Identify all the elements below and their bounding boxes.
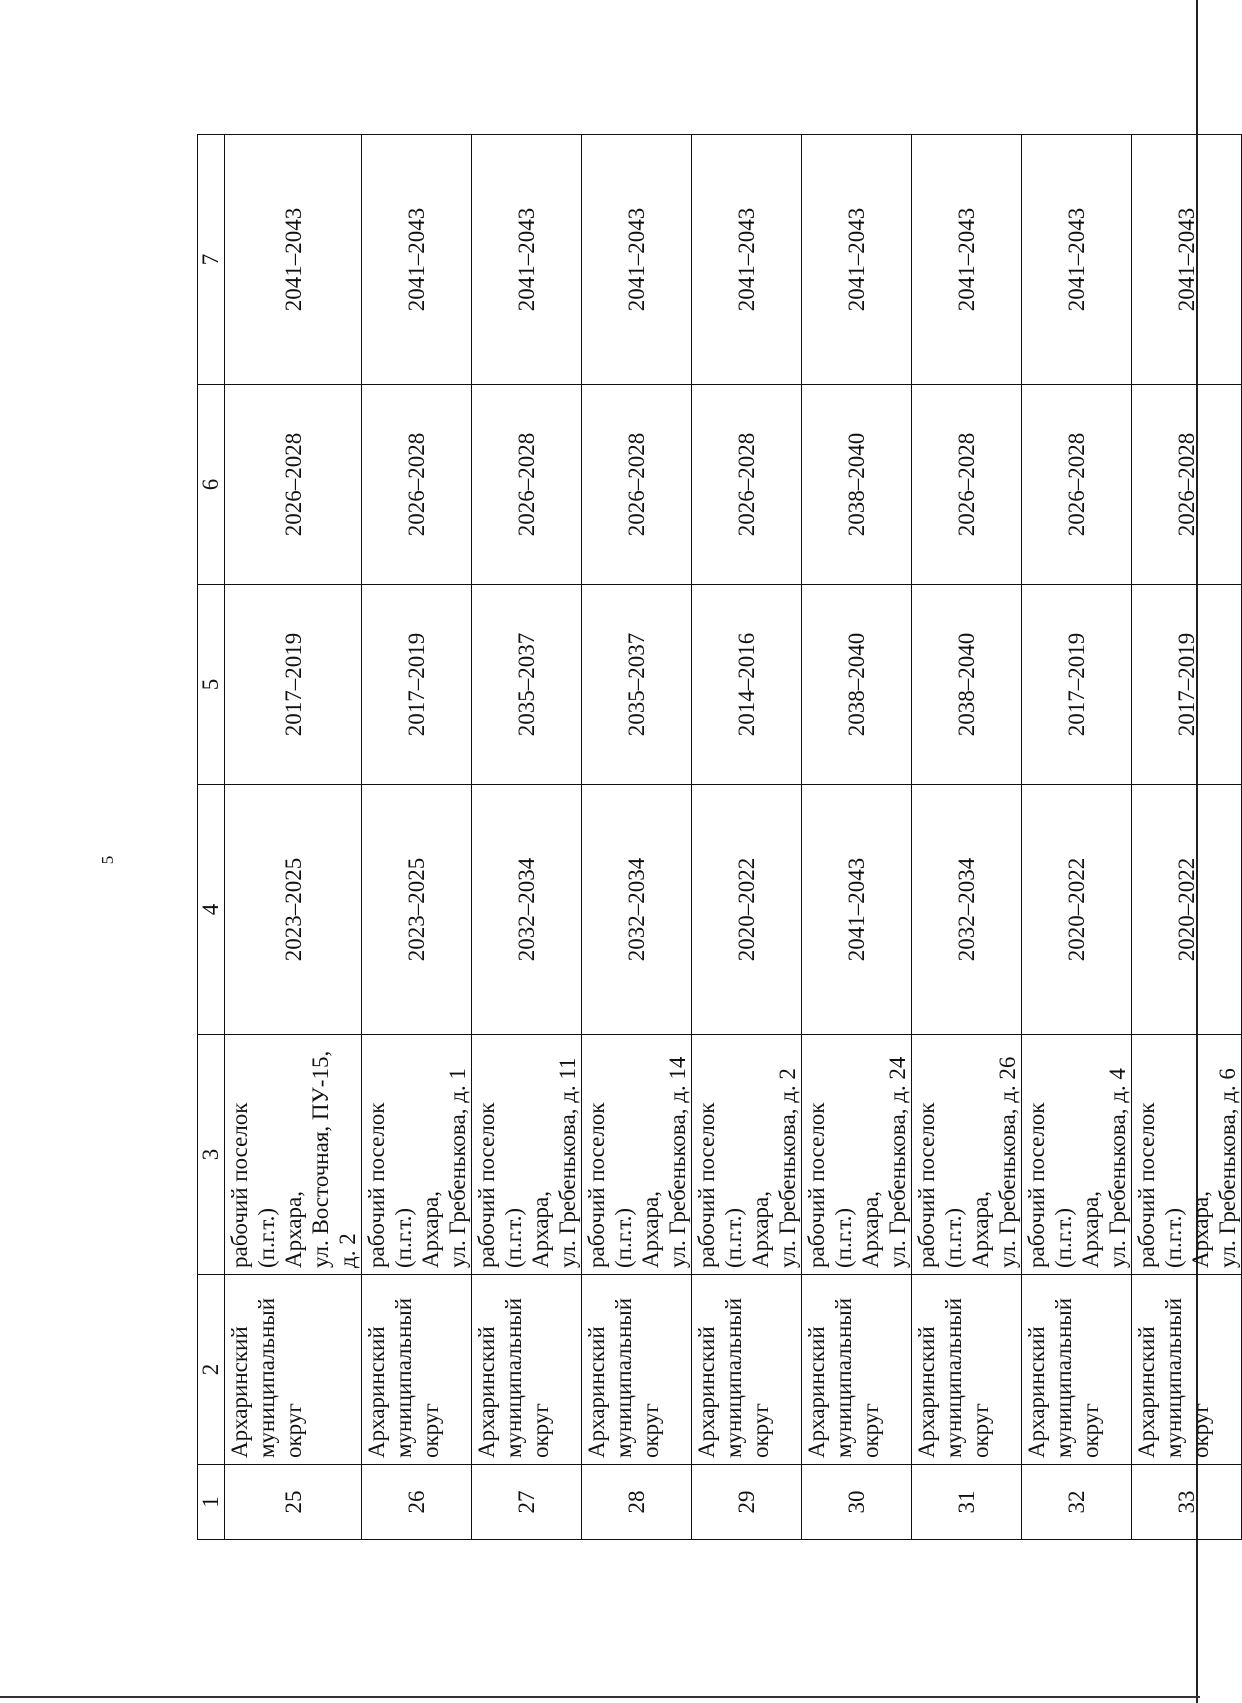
- cell-period-7: 2041–2043: [362, 135, 472, 385]
- cell-district-line: округ: [528, 1403, 553, 1458]
- cell-number: 33: [1132, 1465, 1242, 1540]
- cell-address: [1022, 1035, 1132, 1275]
- cell-period-5: 2035–2037: [472, 585, 582, 785]
- table-row: [225, 135, 362, 1540]
- cell-address: [692, 1035, 802, 1275]
- cell-number: 28: [582, 1465, 692, 1540]
- cell-address-line: ул. Гребенькова, д. 24: [885, 1056, 910, 1268]
- table-container: [197, 135, 1240, 1540]
- cell-address: [802, 1035, 912, 1275]
- cell-district-line: муниципальный: [501, 1297, 526, 1458]
- cell-district-line: муниципальный: [831, 1297, 856, 1458]
- cell-period-4: 2041–2043: [802, 785, 912, 1035]
- cell-number: 30: [802, 1465, 912, 1540]
- cell-district-line: Архаринский: [584, 1326, 609, 1458]
- cell-district-line: Архаринский: [364, 1326, 389, 1458]
- cell-period-5: 2038–2040: [912, 585, 1022, 785]
- cell-district-line: округ: [968, 1403, 993, 1458]
- cell-period-4: 2032–2034: [912, 785, 1022, 1035]
- cell-address-line: ул. Гребенькова, д. 4: [1105, 1068, 1130, 1268]
- cell-number: 31: [912, 1465, 1022, 1540]
- table-row: [582, 135, 692, 1540]
- cell-district-line: муниципальный: [1051, 1297, 1076, 1458]
- column-header: 4: [198, 785, 225, 1035]
- cell-district-line: Архаринский: [914, 1326, 939, 1458]
- cell-period-7: 2041–2043: [802, 135, 912, 385]
- cell-period-6: 2026–2028: [1132, 385, 1242, 585]
- cell-period-6: 2026–2028: [582, 385, 692, 585]
- cell-address-line: рабочий поселок (п.г.т.): [694, 1102, 746, 1268]
- cell-number: 25: [225, 1465, 362, 1540]
- cell-address-line: ул. Гребенькова, д. 14: [665, 1056, 690, 1268]
- table-row: [472, 135, 582, 1540]
- cell-period-6: 2026–2028: [912, 385, 1022, 585]
- cell-district-line: Архаринский: [804, 1326, 829, 1458]
- cell-address-line: Архара,: [281, 1191, 306, 1268]
- cell-district-line: Архаринский: [1024, 1326, 1049, 1458]
- cell-address-line: Архара,: [968, 1191, 993, 1268]
- cell-district-line: округ: [858, 1403, 883, 1458]
- cell-address: [472, 1035, 582, 1275]
- cell-district-line: Архаринский: [474, 1326, 499, 1458]
- cell-number: 26: [362, 1465, 472, 1540]
- column-header: 5: [198, 585, 225, 785]
- cell-district-line: Архаринский: [1134, 1326, 1159, 1458]
- cell-period-5: 2017–2019: [225, 585, 362, 785]
- cell-period-7: 2041–2043: [1022, 135, 1132, 385]
- cell-district-line: Архаринский: [227, 1326, 252, 1458]
- table-row: [1132, 135, 1242, 1540]
- cell-number: 27: [472, 1465, 582, 1540]
- cell-district: [472, 1275, 582, 1465]
- cell-address-line: Архара,: [638, 1191, 663, 1268]
- cell-district-line: округ: [1188, 1403, 1213, 1458]
- cell-period-5: 2017–2019: [362, 585, 472, 785]
- column-header: 7: [198, 135, 225, 385]
- cell-period-5: 2017–2019: [1022, 585, 1132, 785]
- cell-district-line: муниципальный: [721, 1297, 746, 1458]
- cell-address: [912, 1035, 1022, 1275]
- cell-period-4: 2020–2022: [1022, 785, 1132, 1035]
- cell-district-line: муниципальный: [254, 1297, 279, 1458]
- table-row: [692, 135, 802, 1540]
- cell-address: [362, 1035, 472, 1275]
- cell-district: [362, 1275, 472, 1465]
- rotated-table-wrapper: [197, 135, 1240, 1540]
- cell-address-line: ул. Гребенькова, д. 6: [1215, 1068, 1240, 1268]
- cell-district-line: округ: [748, 1403, 773, 1458]
- cell-address-line: ул. Восточная, ПУ-15,: [308, 1050, 333, 1268]
- cell-district: [225, 1275, 362, 1465]
- cell-district: [912, 1275, 1022, 1465]
- cell-district-line: Архаринский: [694, 1326, 719, 1458]
- cell-period-7: 2041–2043: [1132, 135, 1242, 385]
- page-edge-bottom: [0, 1696, 1200, 1698]
- cell-period-5: 2014–2016: [692, 585, 802, 785]
- cell-address-line: ул. Гребенькова, д. 11: [555, 1057, 580, 1268]
- cell-district-line: муниципальный: [391, 1297, 416, 1458]
- cell-address-line: рабочий поселок (п.г.т.): [584, 1102, 636, 1268]
- cell-address-line: Архара,: [528, 1191, 553, 1268]
- cell-period-6: 2026–2028: [692, 385, 802, 585]
- cell-address: [582, 1035, 692, 1275]
- cell-address: [225, 1035, 362, 1275]
- page-number: 5: [98, 855, 117, 865]
- cell-period-4: 2032–2034: [582, 785, 692, 1035]
- cell-address-line: рабочий поселок (п.г.т.): [227, 1102, 279, 1268]
- cell-address-line: Архара,: [418, 1191, 443, 1268]
- cell-district-line: округ: [1078, 1403, 1103, 1458]
- cell-district-line: муниципальный: [1161, 1297, 1186, 1458]
- column-header: 2: [198, 1275, 225, 1465]
- cell-period-5: 2038–2040: [802, 585, 912, 785]
- cell-district-line: муниципальный: [611, 1297, 636, 1458]
- cell-address-line: рабочий поселок (п.г.т.): [804, 1102, 856, 1268]
- cell-district: [582, 1275, 692, 1465]
- table-row: [362, 135, 472, 1540]
- cell-number: 32: [1022, 1465, 1132, 1540]
- cell-period-4: 2020–2022: [1132, 785, 1242, 1035]
- table-row: [802, 135, 912, 1540]
- cell-period-4: 2020–2022: [692, 785, 802, 1035]
- cell-period-6: 2026–2028: [225, 385, 362, 585]
- cell-district: [1132, 1275, 1242, 1465]
- cell-period-5: 2035–2037: [582, 585, 692, 785]
- cell-address-line: ул. Гребенькова, д. 2: [775, 1068, 800, 1268]
- cell-period-7: 2041–2043: [912, 135, 1022, 385]
- cell-period-6: 2026–2028: [362, 385, 472, 585]
- cell-address-line: ул. Гребенькова, д. 1: [445, 1068, 470, 1268]
- cell-address-line: рабочий поселок (п.г.т.): [914, 1102, 966, 1268]
- cell-period-7: 2041–2043: [472, 135, 582, 385]
- cell-district: [802, 1275, 912, 1465]
- cell-address-line: Архара,: [748, 1191, 773, 1268]
- cell-period-6: 2026–2028: [1022, 385, 1132, 585]
- cell-period-4: 2023–2025: [225, 785, 362, 1035]
- cell-address-line: рабочий поселок (п.г.т.): [364, 1102, 416, 1268]
- cell-period-6: 2038–2040: [802, 385, 912, 585]
- cell-period-4: 2032–2034: [472, 785, 582, 1035]
- schedule-table: [197, 134, 1242, 1540]
- column-header: 1: [198, 1465, 225, 1540]
- cell-address-line: рабочий поселок (п.г.т.): [474, 1102, 526, 1268]
- cell-address-line: Архара,: [1078, 1191, 1103, 1268]
- cell-district-line: муниципальный: [941, 1297, 966, 1458]
- column-header: 6: [198, 385, 225, 585]
- cell-period-7: 2041–2043: [225, 135, 362, 385]
- table-row: [912, 135, 1022, 1540]
- cell-district: [1022, 1275, 1132, 1465]
- cell-district-line: округ: [281, 1403, 306, 1458]
- cell-address-line: рабочий поселок (п.г.т.): [1134, 1102, 1186, 1268]
- cell-period-5: 2017–2019: [1132, 585, 1242, 785]
- table-header-row: [198, 135, 225, 1540]
- column-header: 3: [198, 1035, 225, 1275]
- cell-period-4: 2023–2025: [362, 785, 472, 1035]
- cell-number: 29: [692, 1465, 802, 1540]
- cell-period-6: 2026–2028: [472, 385, 582, 585]
- cell-address-line: д. 2: [335, 1233, 360, 1268]
- cell-district-line: округ: [638, 1403, 663, 1458]
- cell-period-7: 2041–2043: [582, 135, 692, 385]
- cell-period-7: 2041–2043: [692, 135, 802, 385]
- cell-district: [692, 1275, 802, 1465]
- cell-address-line: ул. Гребенькова, д. 26: [995, 1056, 1020, 1268]
- cell-address-line: рабочий поселок (п.г.т.): [1024, 1102, 1076, 1268]
- cell-address-line: Архара,: [858, 1191, 883, 1268]
- cell-address: [1132, 1035, 1242, 1275]
- cell-address-line: Архара,: [1188, 1191, 1213, 1268]
- table-row: [1022, 135, 1132, 1540]
- cell-district-line: округ: [418, 1403, 443, 1458]
